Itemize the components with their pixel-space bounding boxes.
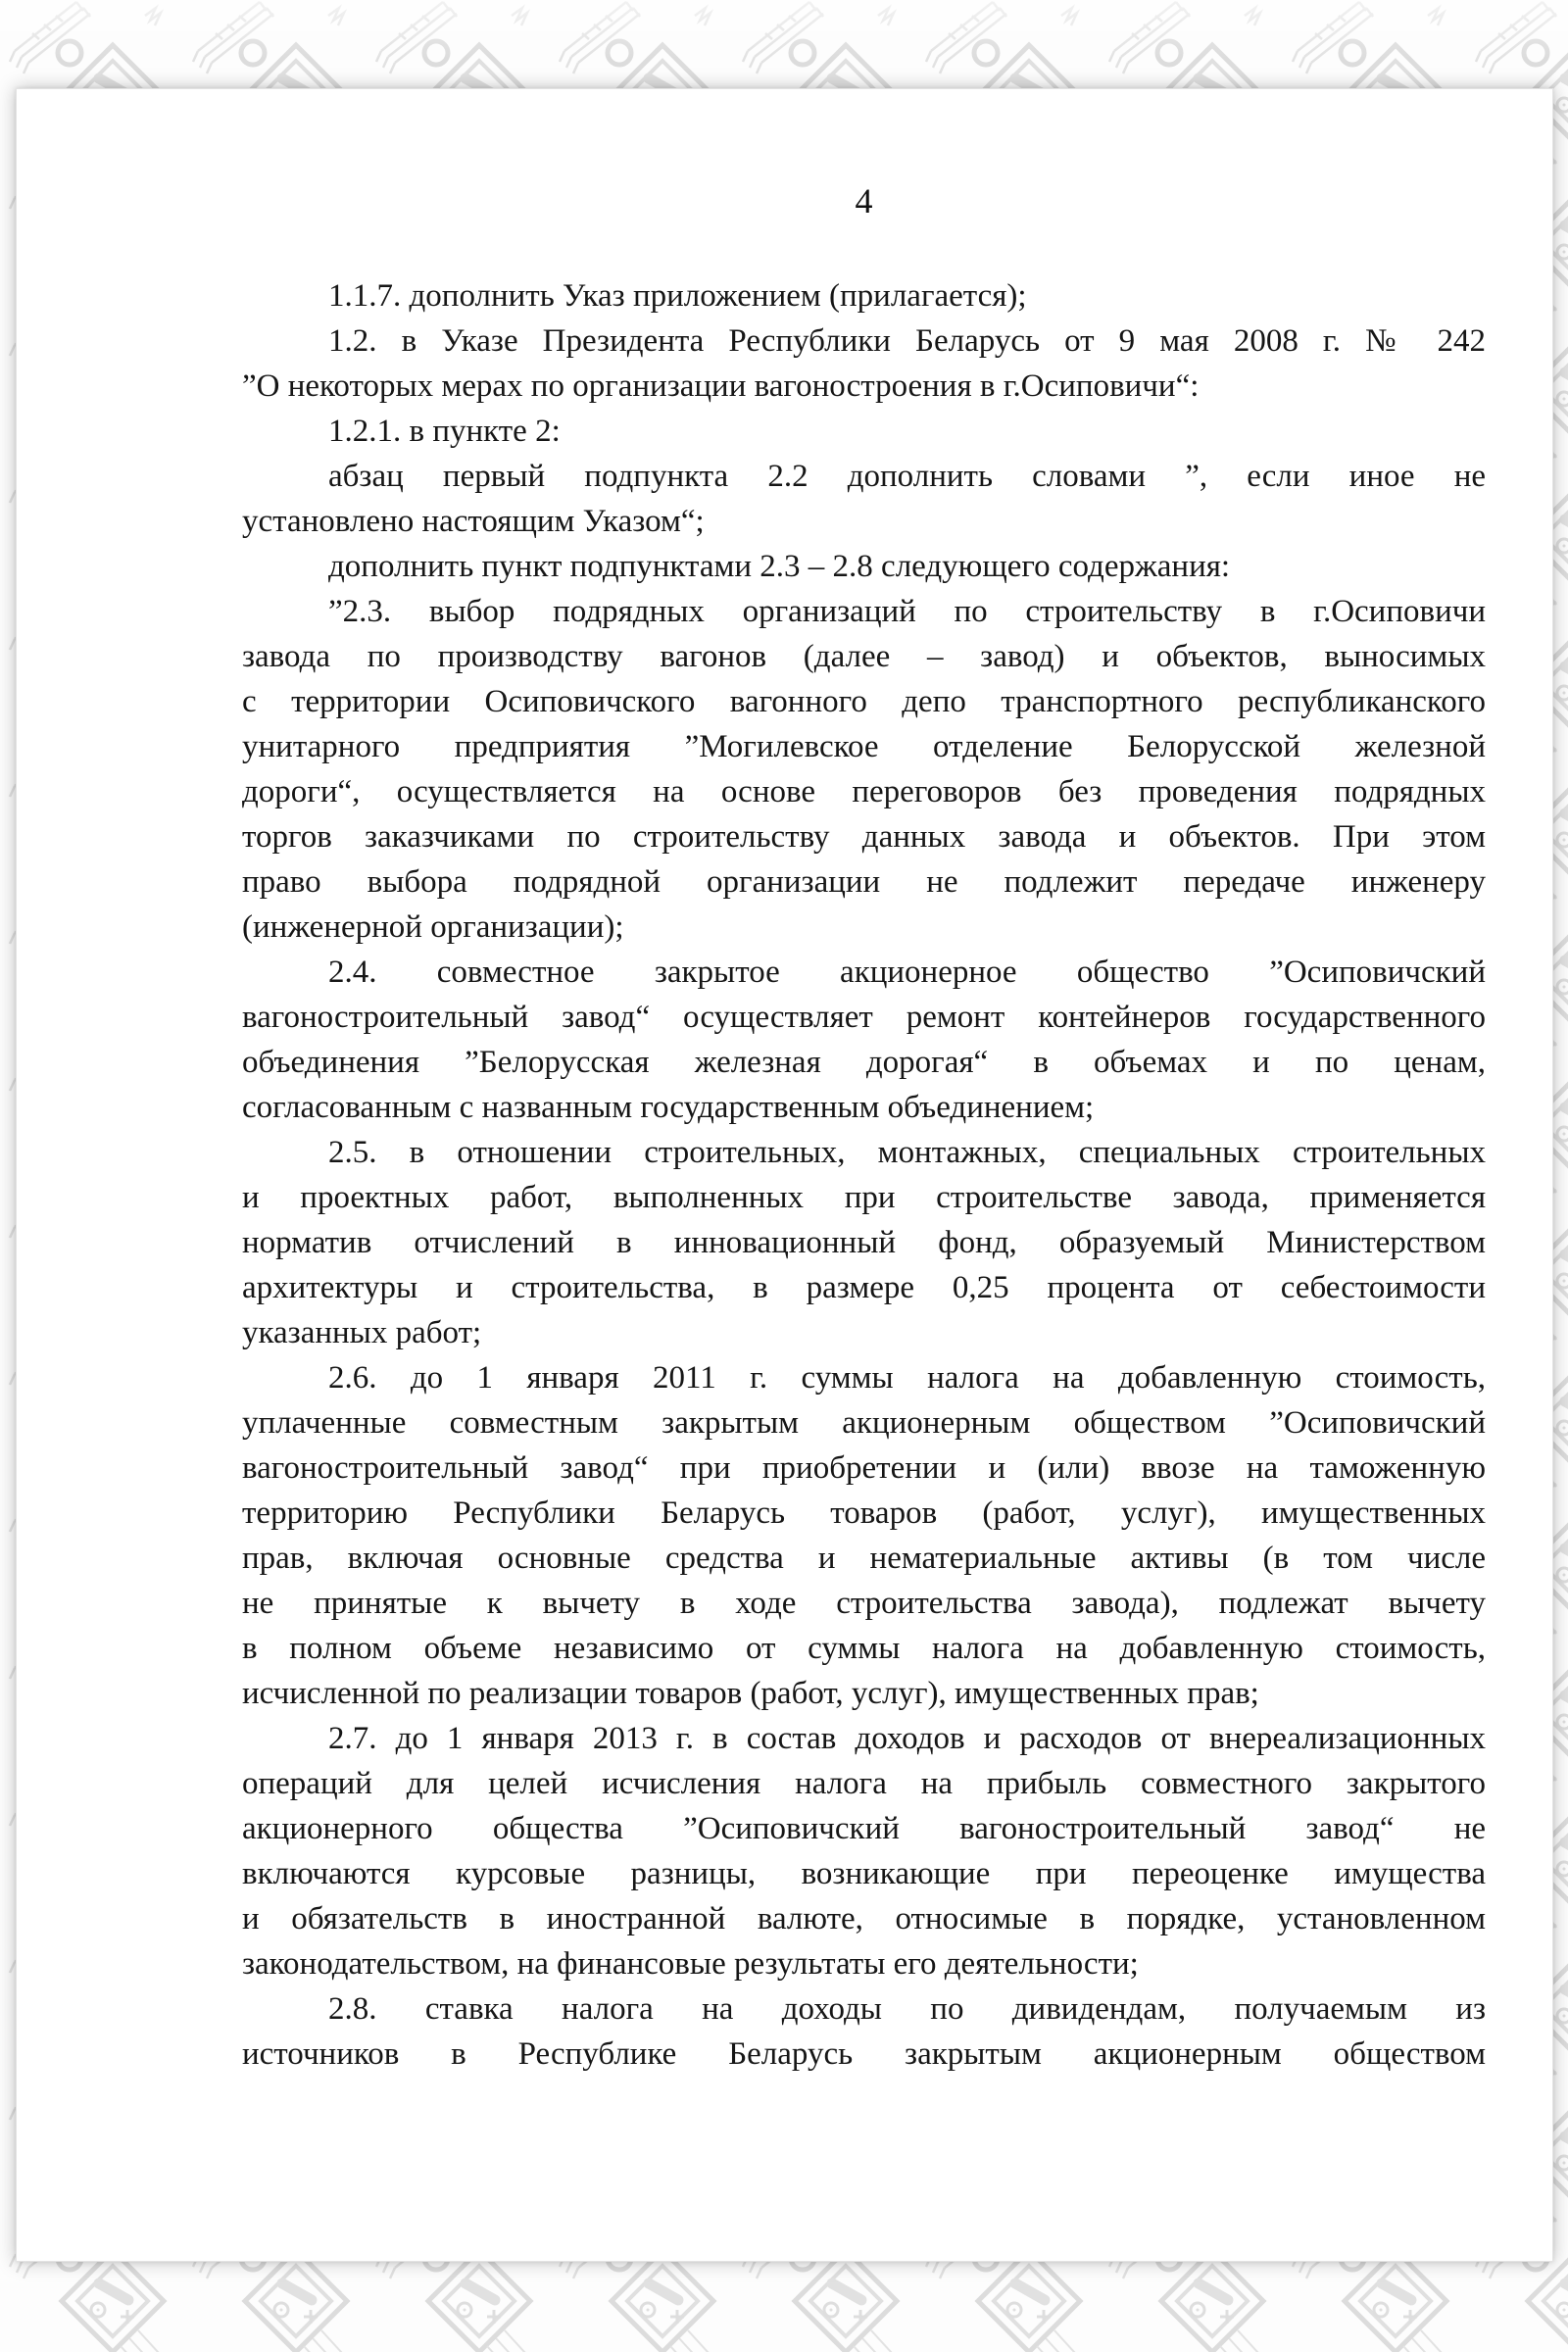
text-line: 1.2. в Указе Президента Республики Беларусь от 9 мая 2008 г. № 242 xyxy=(328,323,1486,359)
text-line: дополнить пункт подпунктами 2.3 – 2.8 следующего содержания: xyxy=(328,549,1231,584)
text-line: указанных работ; xyxy=(242,1315,482,1350)
text-line: ”2.3. выбор подрядных организаций по строительству в г.Осиповичи xyxy=(328,594,1486,629)
text-line: унитарного предприятия ”Могилевское отделение Белорусской железной xyxy=(242,729,1486,764)
text-line: 2.4. совместное закрытое акционерное общество ”Осиповичский xyxy=(328,955,1486,990)
text-line: в полном объеме независимо от суммы налога на добавленную стоимость, xyxy=(242,1631,1486,1666)
paragraph xyxy=(242,589,1486,950)
paragraph xyxy=(242,544,1486,589)
text-line: ”О некоторых мерах по организации вагоностроения в г.Осиповичи“: xyxy=(242,368,1200,404)
paragraph xyxy=(242,1355,1486,1716)
page-number: 4 xyxy=(855,181,873,220)
document-body xyxy=(242,273,1486,2077)
text-line: 1.1.7. дополнить Указ приложением (прилагается); xyxy=(328,278,1027,314)
text-line: акционерного общества ”Осиповичский вагоностроительный завод“ не xyxy=(242,1811,1486,1846)
text-line: вагоностроительный завод“ при приобретении и (или) ввозе на таможенную xyxy=(242,1450,1486,1486)
text-line: согласованным с названным государственным объединением; xyxy=(242,1090,1095,1125)
text-line: 2.6. до 1 января 2011 г. суммы налога на добавленную стоимость, xyxy=(328,1360,1486,1396)
paragraph xyxy=(242,1986,1486,2077)
paragraph xyxy=(242,1130,1486,1355)
text-line: не принятые к вычету в ходе строительства завода), подлежат вычету xyxy=(242,1586,1486,1621)
text-line: 1.2.1. в пункте 2: xyxy=(328,414,561,449)
text-line: абзац первый подпункта 2.2 дополнить словами ”, если иное не xyxy=(328,459,1486,494)
text-line: территорию Республики Беларусь товаров (работ, услуг), имущественных xyxy=(242,1495,1486,1531)
text-line: дороги“, осуществляется на основе переговоров без проведения подрядных xyxy=(242,774,1486,809)
text-line: 2.5. в отношении строительных, монтажных, специальных строительных xyxy=(328,1135,1486,1170)
text-line: вагоностроительный завод“ осуществляет ремонт контейнеров государственного xyxy=(242,1000,1486,1035)
text-line: установлено настоящим Указом“; xyxy=(242,504,705,539)
paragraph xyxy=(242,409,1486,454)
text-line: уплаченные совместным закрытым акционерным обществом ”Осиповичский xyxy=(242,1405,1486,1441)
text-line: торгов заказчиками по строительству данных завода и объектов. При этом xyxy=(242,819,1486,855)
text-line: законодательством, на финансовые результаты его деятельности; xyxy=(242,1946,1139,1982)
text-line: норматив отчислений в инновационный фонд, образуемый Министерством xyxy=(242,1225,1486,1260)
document-page xyxy=(16,88,1553,2262)
paragraph xyxy=(242,454,1486,544)
text-line: и проектных работ, выполненных при строительстве завода, применяется xyxy=(242,1180,1486,1215)
paragraph xyxy=(242,1716,1486,1986)
text-line: операций для целей исчисления налога на прибыль совместного закрытого xyxy=(242,1766,1486,1801)
text-line: 2.7. до 1 января 2013 г. в состав доходов и расходов от внереализационных xyxy=(328,1721,1486,1756)
text-line: объединения ”Белорусская железная дорогая“ в объемах и по ценам, xyxy=(242,1045,1486,1080)
paragraph xyxy=(242,950,1486,1130)
text-line: включаются курсовые разницы, возникающие при переоценке имущества xyxy=(242,1856,1486,1891)
text-line: архитектуры и строительства, в размере 0,25 процента от себестоимости xyxy=(242,1270,1486,1305)
text-line: прав, включая основные средства и нематериальные активы (в том числе xyxy=(242,1541,1486,1576)
text-line: исчисленной по реализации товаров (работ, услуг), имущественных прав; xyxy=(242,1676,1259,1711)
text-line: (инженерной организации); xyxy=(242,909,624,945)
text-line: с территории Осиповичского вагонного депо транспортного республиканского xyxy=(242,684,1486,719)
paragraph xyxy=(242,318,1486,409)
text-line: право выбора подрядной организации не подлежит передаче инженеру xyxy=(242,864,1486,900)
text-line: и обязательств в иностранной валюте, относимые в порядке, установленном xyxy=(242,1901,1486,1936)
text-line: 2.8. ставка налога на доходы по дивидендам, получаемым из xyxy=(328,1991,1486,2027)
text-line: источников в Республике Беларусь закрытым акционерным обществом xyxy=(242,2036,1486,2072)
paragraph xyxy=(242,273,1486,318)
text-line: завода по производству вагонов (далее – завод) и объектов, выносимых xyxy=(242,639,1486,674)
